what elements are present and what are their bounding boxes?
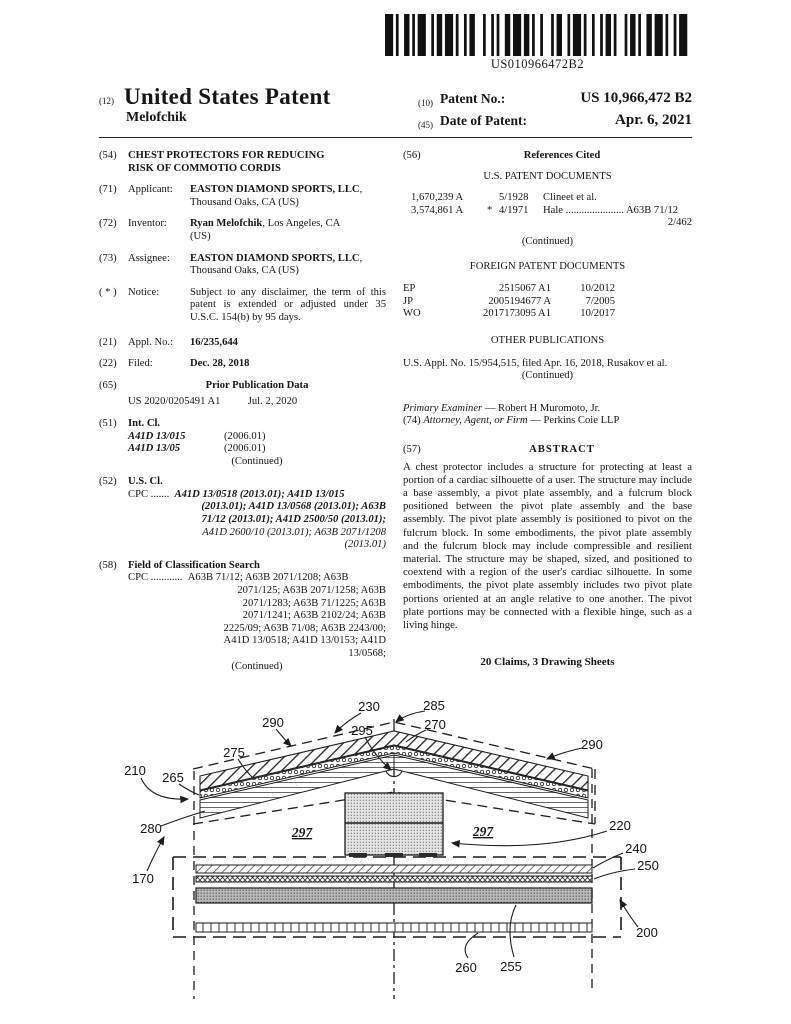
filed-label: Filed: <box>128 358 153 370</box>
applicant-label: Applicant: <box>128 184 173 196</box>
int-cl-code: A41D 13/05 <box>128 443 181 455</box>
figure-label-200: 200 <box>636 925 658 940</box>
us-cl-line: (2013.01) <box>344 539 386 551</box>
prior-publication-title: Prior Publication Data <box>205 379 309 391</box>
appl-no-value: 16/235,644 <box>190 336 238 348</box>
field-52-us-cl: (52) U.S. Cl. CPC ....... A41D 13/0518 (2013.01); A41D 13/015 (2013.01); A41D 13/0568 (2013.01); A63B 71/12 (2013.01); A41D 2500/50 (2013.01); A41D 2600/10 (2013.01); A63B 2071/1208 (2013.01) <box>99 476 386 551</box>
publication-date: Jul. 2, 2020 <box>247 396 298 408</box>
figure-label-230: 230 <box>358 699 380 714</box>
field-58-classification-search: (58) Field of Classification Search CPC ............ A63B 71/12; A63B 2071/1208; A63B 2071/125; A63B 2071/1258; A63B 2071/1283; A63B 71/1225; A63B 2071/1241; A63B 2102/24; A63B 2225/09; A63B 71/08; A63B 2243/00; A41D 13/0518; A41D 13/0153; A41D 13/0568; (Continued) <box>99 559 386 672</box>
figure-label-280: 280 <box>140 821 162 836</box>
search-line: 13/0568; <box>348 648 386 659</box>
field-search-title: Field of Classification Search <box>128 559 260 571</box>
leader-240 <box>593 853 623 868</box>
field-72-inventor: (72) Inventor: Ryan Melofchik, Los Angeles, CA (US) <box>99 218 386 243</box>
figure-label-250: 250 <box>637 858 659 873</box>
figure-label-270: 270 <box>424 717 446 732</box>
block-foot <box>349 853 367 857</box>
us-patent-row-overflow: 2/462 <box>667 217 692 229</box>
foreign-patent-row: JP 2005194677 A 7/2005 <box>403 295 615 307</box>
int-cl-title: Int. Cl. <box>128 417 161 429</box>
abstract-title: ABSTRACT <box>529 443 595 455</box>
inventor-address: (US) <box>190 230 211 242</box>
field-notice: ( * ) Notice: Subject to any disclaimer, the term of this patent is extended or adjusted under 35 U.S.C. 154(b) by 95 days. <box>99 286 386 323</box>
header-divider <box>99 137 692 138</box>
int-cl-continued: (Continued) <box>231 455 283 467</box>
figure-label-297-left: 297 <box>291 825 313 840</box>
us-patent-row: 3,574,861 A * 4/1971 Hale ...................... A63B 71/12 <box>411 204 679 216</box>
other-continued: (Continued) <box>521 370 574 382</box>
page-title: United States Patent <box>124 84 331 109</box>
search-line: 2071/125; A63B 2071/1258; A63B <box>237 585 386 597</box>
inventor-label: Inventor: <box>128 218 167 230</box>
foreign-patent-row: WO 2017173095 A1 10/2017 <box>403 308 615 320</box>
patent-no-value: US 10,966,472 B2 <box>580 90 692 106</box>
field-73-assignee: (73) Assignee: EASTON DIAMOND SPORTS, LLC, Thousand Oaks, CA (US) <box>99 253 386 278</box>
publication-number: US 2020/0205491 A1 <box>128 396 221 408</box>
figure-label-290-right: 290 <box>581 737 603 752</box>
leader-170 <box>147 837 164 871</box>
field-54-title: (54) CHEST PROTECTORS FOR REDUCING RISK OF COMMOTIO CORDIS <box>99 150 386 175</box>
other-publications-heading: OTHER PUBLICATIONS <box>490 334 605 346</box>
us-cl-line: 71/12 (2013.01); A41D 2500/50 (2013.01); <box>201 514 386 526</box>
base-layer-260 <box>196 923 592 932</box>
header-inventor-name: Melofchik <box>126 110 187 125</box>
field-51-int-cl: (51) Int. Cl. A41D 13/015 (2006.01) A41D 13/05 (2006.01) (Continued) <box>99 418 386 468</box>
leader-290-left <box>276 729 291 746</box>
figure-label-170: 170 <box>132 871 154 886</box>
field-57-abstract: (57) ABSTRACT <box>403 444 692 457</box>
figure-label-240: 240 <box>625 841 647 856</box>
assignee-address: Thousand Oaks, CA (US) <box>190 265 299 277</box>
claims-line: 20 Claims, 3 Drawing Sheets <box>480 656 615 669</box>
search-line: 2071/1241; A63B 2102/24; A63B <box>242 610 386 622</box>
barcode-text: US010966472B2 <box>490 57 585 71</box>
attorney-line: (74) Attorney, Agent, or Firm — Perkins Coie LLP <box>403 415 620 427</box>
base-layer-240 <box>196 865 592 873</box>
us-cl-line: A41D 2600/10 (2013.01); A63B 2071/1208 <box>202 526 386 538</box>
figure-label-210: 210 <box>124 763 146 778</box>
block-foot <box>385 853 403 857</box>
invention-title-line1: CHEST PROTECTORS FOR REDUCING <box>128 150 325 161</box>
us-cl-line: (2013.01); A41D 13/0568 (2013.01); A63B <box>201 501 386 513</box>
inid-12: (12) <box>99 96 114 106</box>
us-patent-documents-heading: U.S. PATENT DOCUMENTS <box>483 170 612 182</box>
leader-200 <box>620 900 638 927</box>
leader-265 <box>179 784 199 795</box>
leader-290-right <box>547 748 582 759</box>
assignee-label: Assignee: <box>128 252 170 264</box>
leader-285 <box>396 711 425 722</box>
patent-no-label: Patent No.: <box>440 91 506 106</box>
right-column <box>403 150 692 669</box>
abstract-text: A chest protector includes a structure for protecting at least a portion of a cardiac silhouette of a user. The structure may include a base assembly, a pivot plate assembly, and a fulcrum block positioned between the pivot plate assembly and the base assembly. The pivot plate assembly is positioned to pivot on the fulcrum block. In some embodiments, the pivot plate assembly and the fulcrum block may include compressible and resilient material. The structure may be shaped, sized, and positioned to coextend with a region of the user's cardiac silhouette. In some embodiments, the pivot plate assembly includes two pivot plate portions oriented at an angle relative to one another. The pivot plate portions may be connected with a flexible hinge, such as a living hinge. <box>403 460 692 631</box>
us-docs-continued: (Continued) <box>521 235 574 247</box>
search-line: 2071/1283; A63B 71/1225; A63B <box>242 597 386 609</box>
field-22-filed: (22) Filed: Dec. 28, 2018 <box>99 358 386 371</box>
date-of-patent-label: Date of Patent: <box>440 113 527 128</box>
notice-text: Subject to any disclaimer, the term of this patent is extended or adjusted under 35 U.S.C. 154(b) by 95 days. <box>190 286 386 323</box>
barcode <box>385 14 690 56</box>
figure-label-220: 220 <box>609 818 631 833</box>
primary-examiner-line: Primary Examiner — Robert H Muromoto, Jr. <box>403 402 601 414</box>
block-foot <box>419 853 437 857</box>
field-21-appl-no: (21) Appl. No.: 16/235,644 <box>99 337 386 350</box>
applicant-address: Thousand Oaks, CA (US) <box>190 196 299 208</box>
date-of-patent-value: Apr. 6, 2021 <box>615 112 692 128</box>
filed-value: Dec. 28, 2018 <box>190 358 250 370</box>
figure-label-295: 295 <box>351 723 373 738</box>
search-line: A41D 13/0518; A41D 13/0153; A41D <box>223 635 386 647</box>
field-56-references: (56) References Cited <box>403 150 692 163</box>
figure-label-290-left: 290 <box>262 715 284 730</box>
invention-title-line2: RISK OF COMMOTIO CORDIS <box>128 162 281 174</box>
applicant-name: EASTON DIAMOND SPORTS, LLC <box>190 184 360 196</box>
other-publication-line: U.S. Appl. No. 15/954,515, filed Apr. 16, 2018, Rusakov et al. <box>403 357 668 369</box>
foreign-patent-documents-heading: FOREIGN PATENT DOCUMENTS <box>469 260 626 272</box>
figure-label-297-right: 297 <box>472 824 494 839</box>
int-cl-code: A41D 13/015 <box>128 430 186 442</box>
inventor-name: Ryan Melofchik <box>190 218 263 230</box>
search-line: 2225/09; A63B 71/08; A63B 2243/00; <box>223 622 386 634</box>
references-cited-title: References Cited <box>523 150 601 161</box>
cpc-prefix: CPC ............ <box>128 572 183 584</box>
foreign-patent-row: EP 2515067 A1 10/2012 <box>403 283 615 295</box>
appl-no-label: Appl. No.: <box>128 336 174 348</box>
field-71-applicant: (71) Applicant: EASTON DIAMOND SPORTS, LLC, Thousand Oaks, CA (US) <box>99 184 386 209</box>
left-column <box>99 150 386 682</box>
figure-label-285: 285 <box>423 698 445 713</box>
base-layer-255 <box>196 888 592 903</box>
cpc-prefix: CPC ....... <box>128 488 170 500</box>
us-cl-title: U.S. Cl. <box>128 476 163 488</box>
fulcrum-block <box>345 793 443 855</box>
leader-250 <box>594 869 635 879</box>
patent-figure <box>95 685 715 1015</box>
inid-10: (10) <box>418 98 433 108</box>
us-patent-row: 1,670,239 A 5/1928 Clineet et al. <box>411 192 597 204</box>
field-65-prior-publication: (65) Prior Publication Data US 2020/0205491 A1 Jul. 2, 2020 <box>99 380 386 409</box>
figure-label-255: 255 <box>500 959 522 974</box>
notice-label: Notice: <box>128 286 160 298</box>
figure-label-265: 265 <box>162 770 184 785</box>
figure-label-275: 275 <box>223 745 245 760</box>
inid-45: (45) <box>418 120 433 130</box>
figure-label-260: 260 <box>455 960 477 975</box>
base-layer-250 <box>196 876 592 882</box>
assignee-name: EASTON DIAMOND SPORTS, LLC <box>190 252 360 264</box>
search-continued: (Continued) <box>231 660 283 672</box>
